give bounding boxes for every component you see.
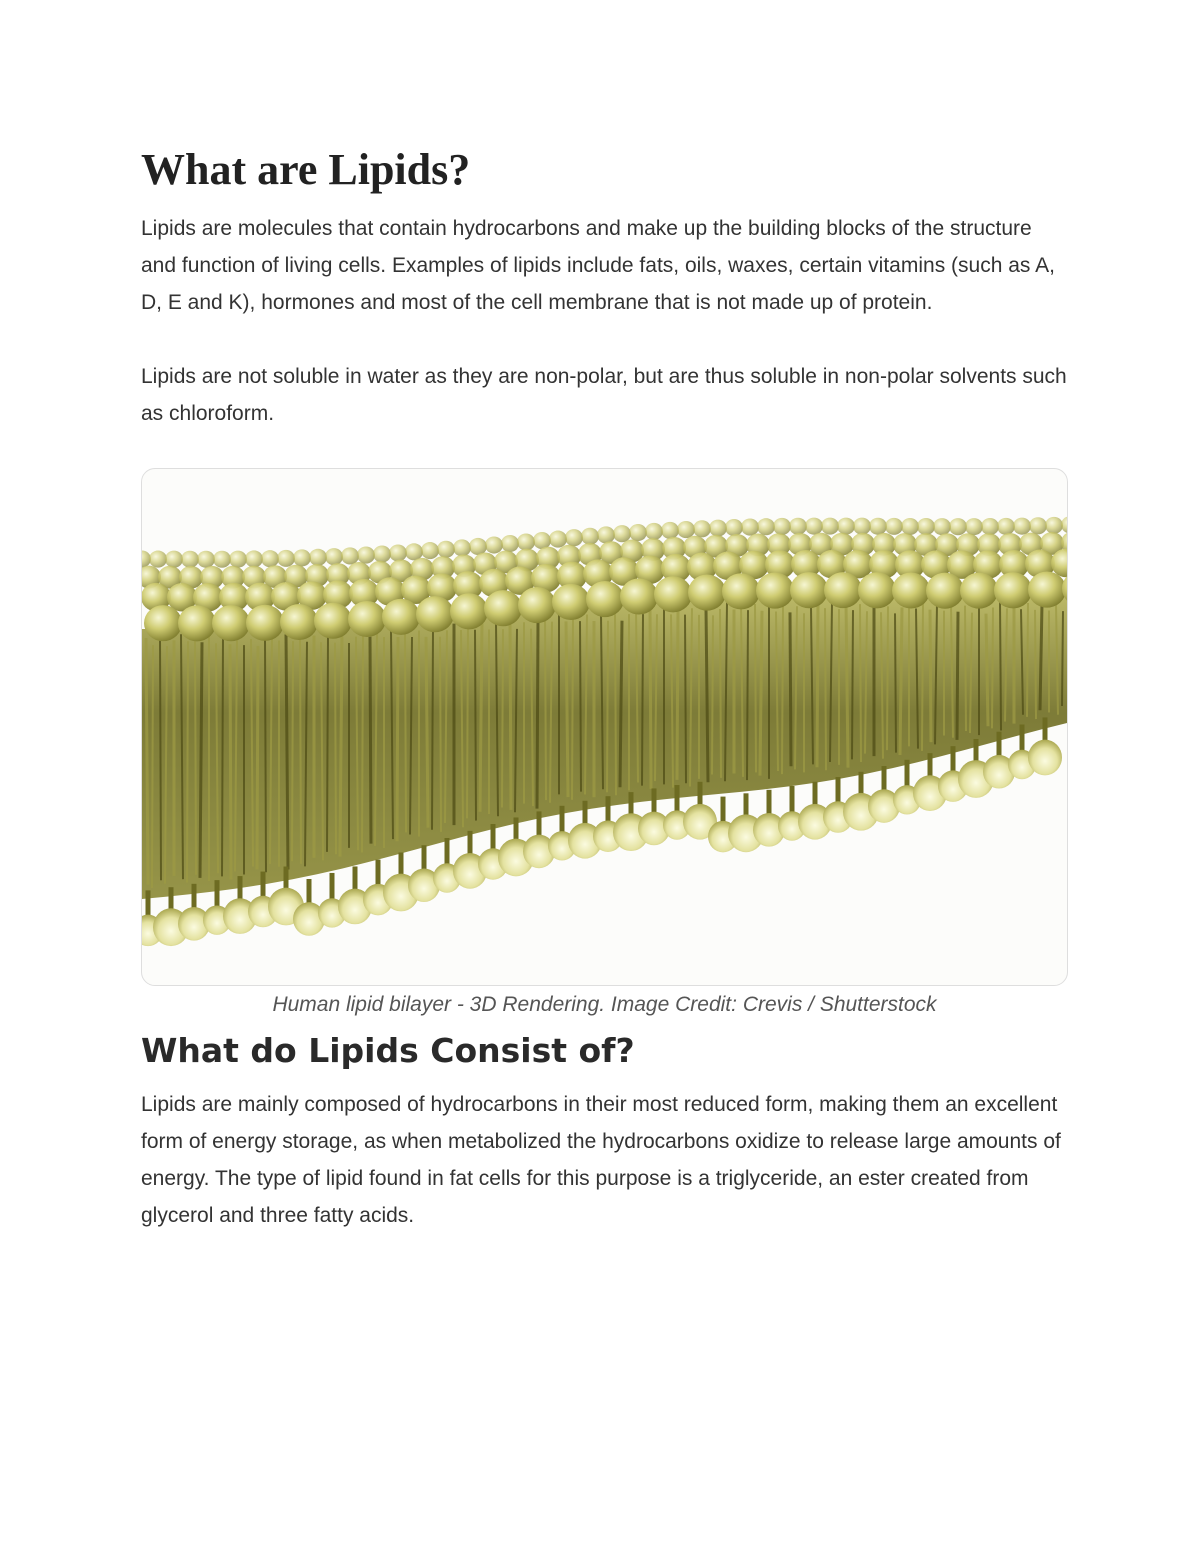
article-content	[141, 140, 1068, 1234]
solubility-paragraph: Lipids are not soluble in water as they are non-polar, but are thus soluble in non-polar solvents such as chloroform.	[141, 365, 1067, 425]
lipid-bilayer-image	[141, 468, 1068, 986]
intro-paragraph: Lipids are molecules that contain hydrocarbons and make up the building blocks of the structure and function of living cells. Examples of lipids include fats, oils, waxes, certain vitamins (such as A, D, E and K), hormones and most of the cell membrane that is not made up of protein.	[141, 217, 1055, 314]
composition-paragraph: Lipids are mainly composed of hydrocarbons in their most reduced form, making them an excellent form of energy storage, as when metabolized the hydrocarbons oxidize to release large amounts of energy. The type of lipid found in fat cells for this purpose is a triglyceride, an ester created from glycerol and three fatty acids.	[141, 1093, 1061, 1227]
lipid-bilayer-illustration	[142, 469, 1067, 985]
image-caption: Human lipid bilayer - 3D Rendering. Image Credit: Crevis / Shutterstock	[272, 993, 937, 1016]
section-heading: What do Lipids Consist of?	[141, 1031, 635, 1070]
page-title: What are Lipids?	[141, 145, 471, 194]
